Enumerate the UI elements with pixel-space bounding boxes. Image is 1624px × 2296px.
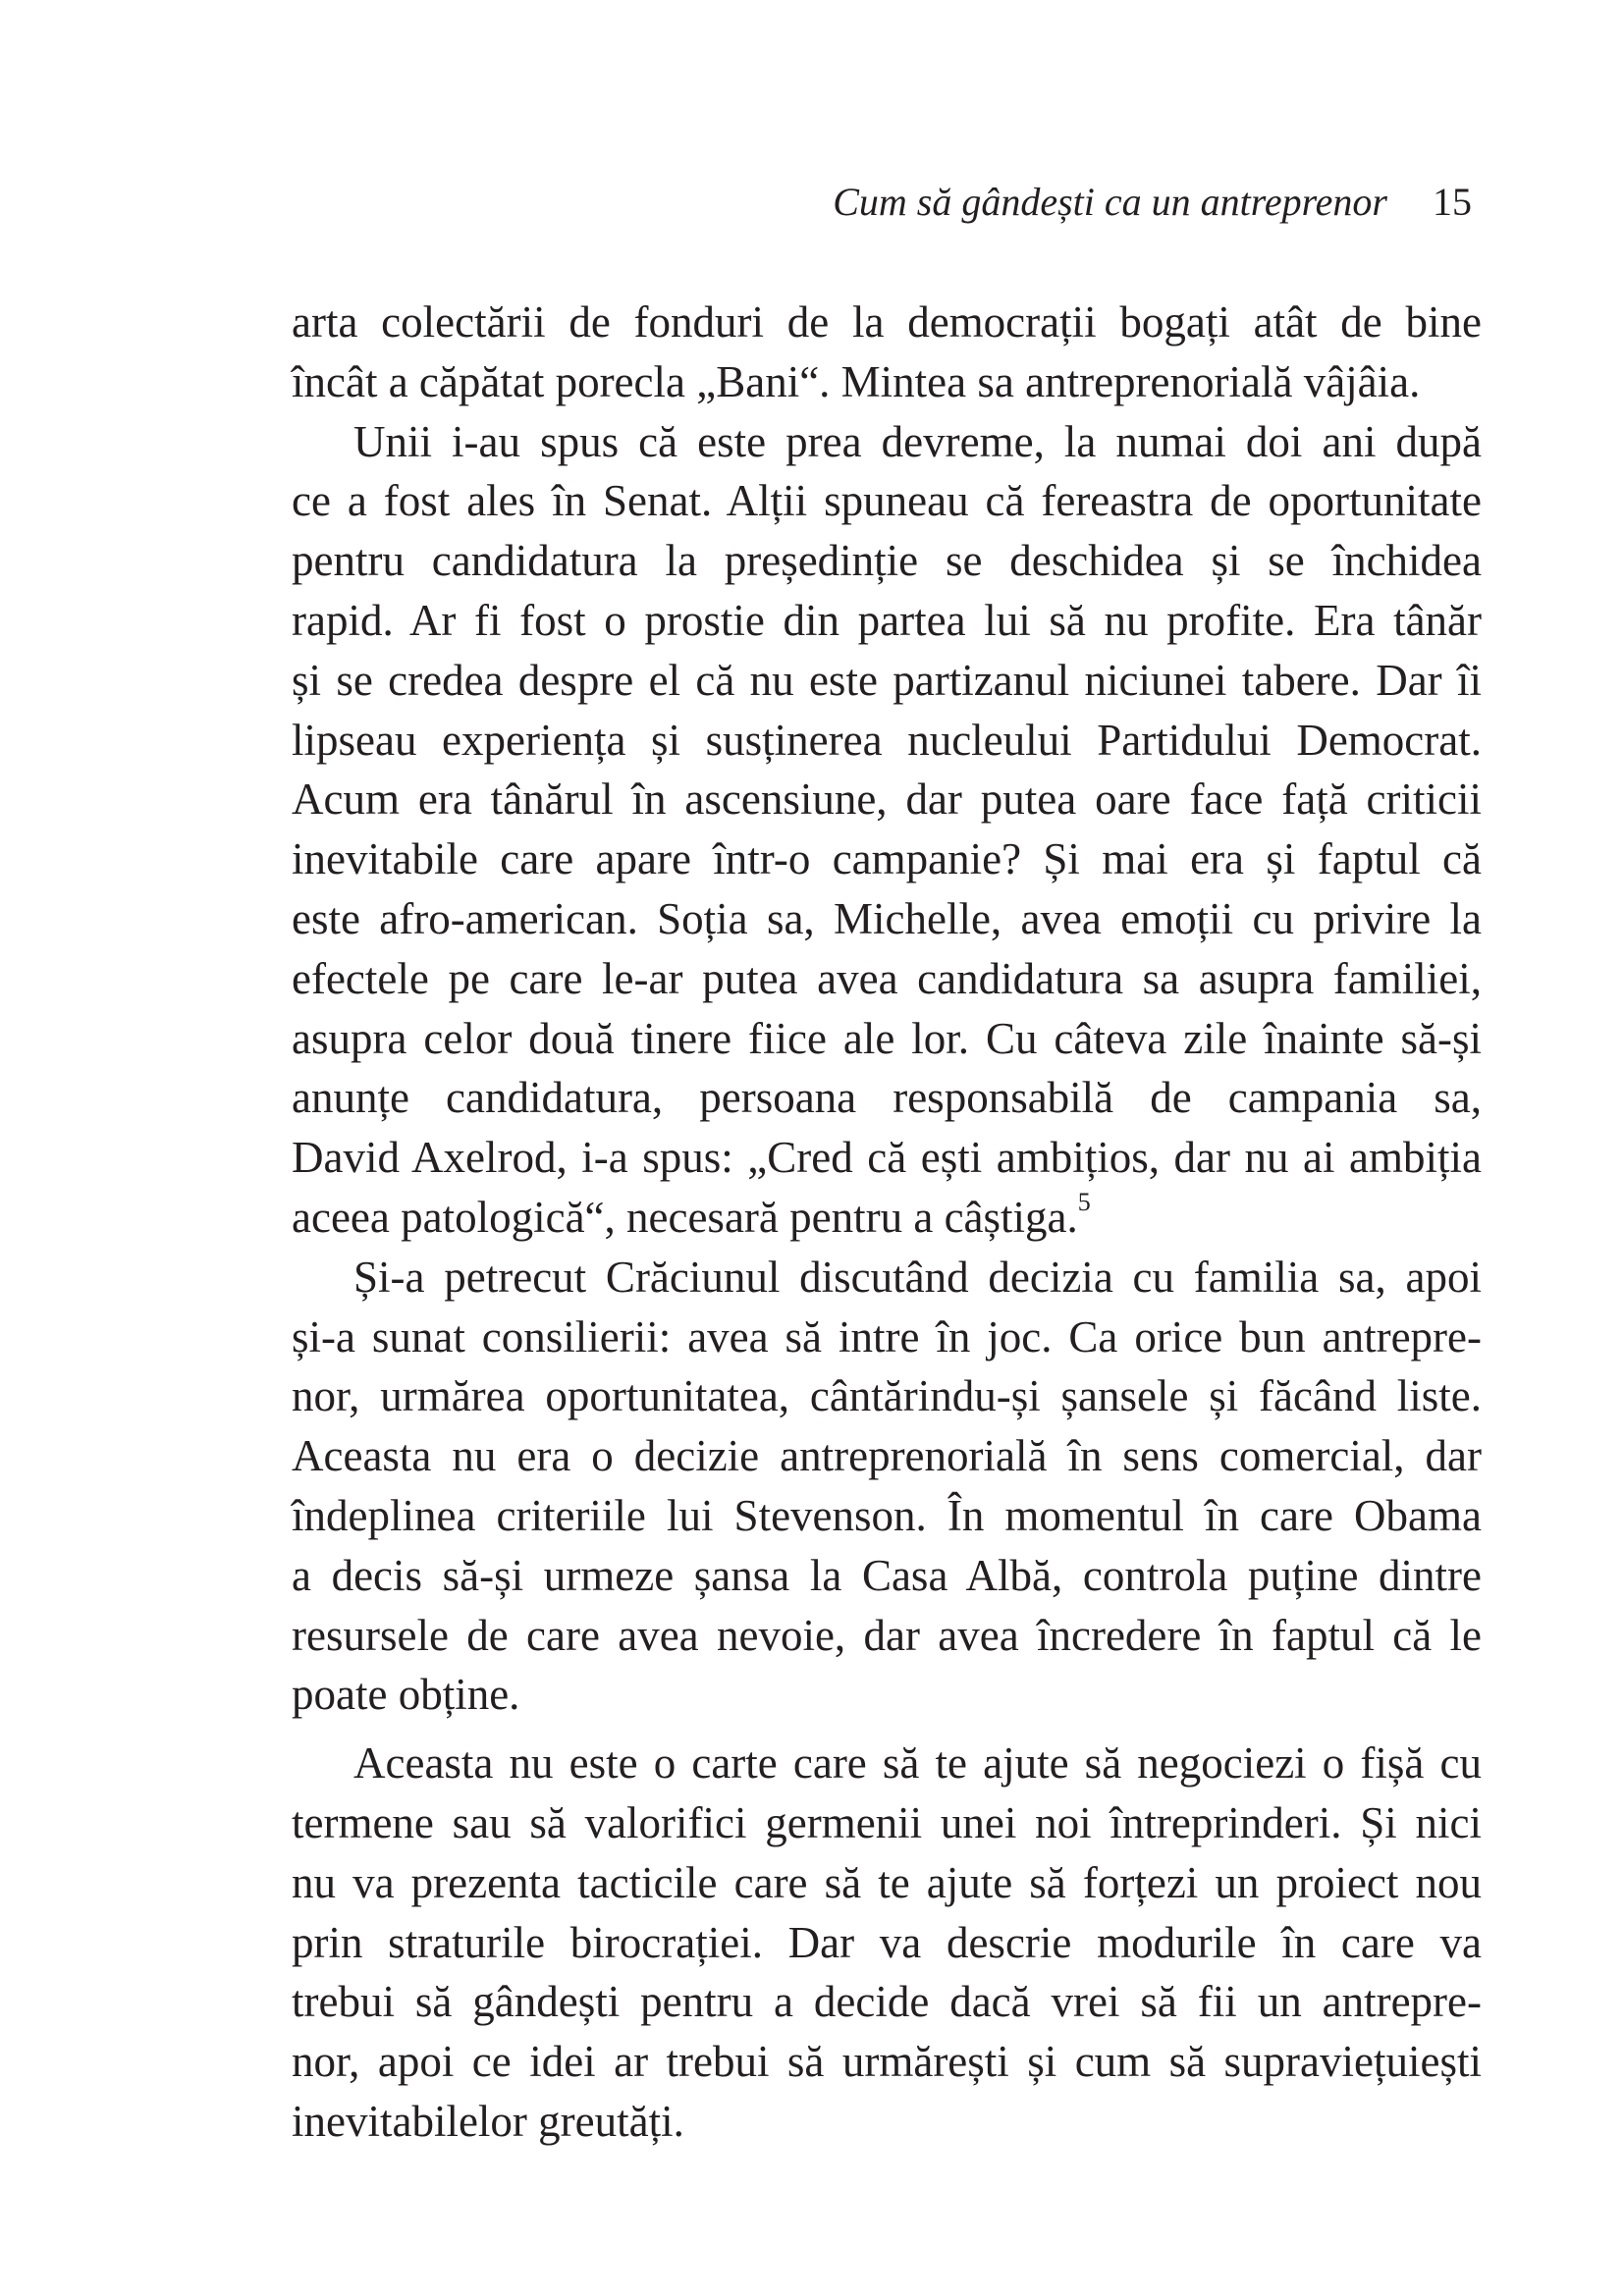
text-line: a decis să-și urmeze șansa la Casa Albă, controla puține dintre	[292, 1550, 1482, 1600]
text-line: trebui să gândești pentru a decide dacă vrei să fii un antrepre-	[292, 1977, 1482, 2027]
text-line: poate obține.	[292, 1670, 520, 1720]
text-line: încât a căpătat porecla „Bani“. Mintea sa antreprenorială vâjâia.	[292, 356, 1421, 406]
text-line: David Axelrod, i-a spus: „Cred că ești ambițios, dar nu ai ambiția	[292, 1133, 1482, 1183]
text-line: anunțe candidatura, persoana responsabilă de campania sa,	[292, 1073, 1482, 1123]
text-line: lipseau experiența și susținerea nucleului Partidului Democrat.	[292, 715, 1482, 765]
text-line: ce a fost ales în Senat. Alții spuneau că fereastra de oportunitate	[292, 476, 1482, 526]
running-head	[833, 173, 1472, 232]
text-line: inevitabilelor greutăți.	[292, 2096, 684, 2146]
text-line: pentru candidatura la președinție se deschidea și se închidea	[292, 536, 1482, 586]
text-line: nor, apoi ce idei ar trebui să urmărești și cum să supraviețuiești	[292, 2037, 1482, 2087]
text-line: inevitabile care apare într-o campanie? Și mai era și faptul că	[292, 834, 1482, 884]
text-line: și se credea despre el că nu este partizanul niciunei tabere. Dar îi	[292, 655, 1482, 705]
text-line: Acum era tânărul în ascensiune, dar putea oare face față criticii	[292, 774, 1482, 825]
text-line: termene sau să valorifici germenii unei noi întreprinderi. Și nici	[292, 1797, 1482, 1847]
text-line: resursele de care avea nevoie, dar avea încredere în faptul că le	[292, 1610, 1482, 1660]
text-line: arta colectării de fonduri de la democrații bogați atât de bine	[292, 297, 1482, 347]
paragraph-gap	[292, 1725, 1482, 1734]
text-line: aceea patologică“, necesară pentru a câștiga.	[292, 1192, 1078, 1242]
footnote-reference[interactable]: 5	[1077, 1187, 1091, 1216]
paragraph-first-line: Aceasta nu este o carte care să te ajute să negociezi o fișă cu	[353, 1738, 1482, 1789]
paragraph-first-line: Unii i-au spus că este prea devreme, la numai doi ani după	[353, 416, 1482, 466]
text-line: nor, urmărea oportunitatea, cântărindu-și șansele și făcând liste.	[292, 1371, 1482, 1421]
text-line: rapid. Ar fi fost o prostie din partea lui să nu profite. Era tânăr	[292, 595, 1482, 645]
text-line: Aceasta nu era o decizie antreprenorială în sens comercial, dar	[292, 1431, 1482, 1481]
text-line: îndeplinea criteriile lui Stevenson. În momentul în care Obama	[292, 1490, 1482, 1540]
text-line: este afro-american. Soția sa, Michelle, avea emoții cu privire la	[292, 893, 1482, 943]
text-line: prin straturile birocrației. Dar va descrie modurile în care va	[292, 1917, 1482, 1967]
running-head-title: Cum să gândești ca un antreprenor	[833, 180, 1387, 224]
text-line: asupra celor două tinere fiice ale lor. Cu câteva zile înainte să-și	[292, 1013, 1482, 1063]
page-number: 15	[1433, 180, 1472, 224]
paragraph-first-line: Și-a petrecut Crăciunul discutând decizia cu familia sa, apoi	[353, 1252, 1482, 1302]
text-line: nu va prezenta tacticile care să te ajute să forțezi un proiect nou	[292, 1857, 1482, 1907]
body-text	[292, 293, 1482, 2152]
text-line: și-a sunat consilierii: avea să intre în joc. Ca orice bun antrepre-	[292, 1311, 1482, 1362]
text-line-with-footnote	[292, 1188, 1482, 1248]
text-line: efectele pe care le-ar putea avea candidatura sa asupra familiei,	[292, 953, 1482, 1003]
